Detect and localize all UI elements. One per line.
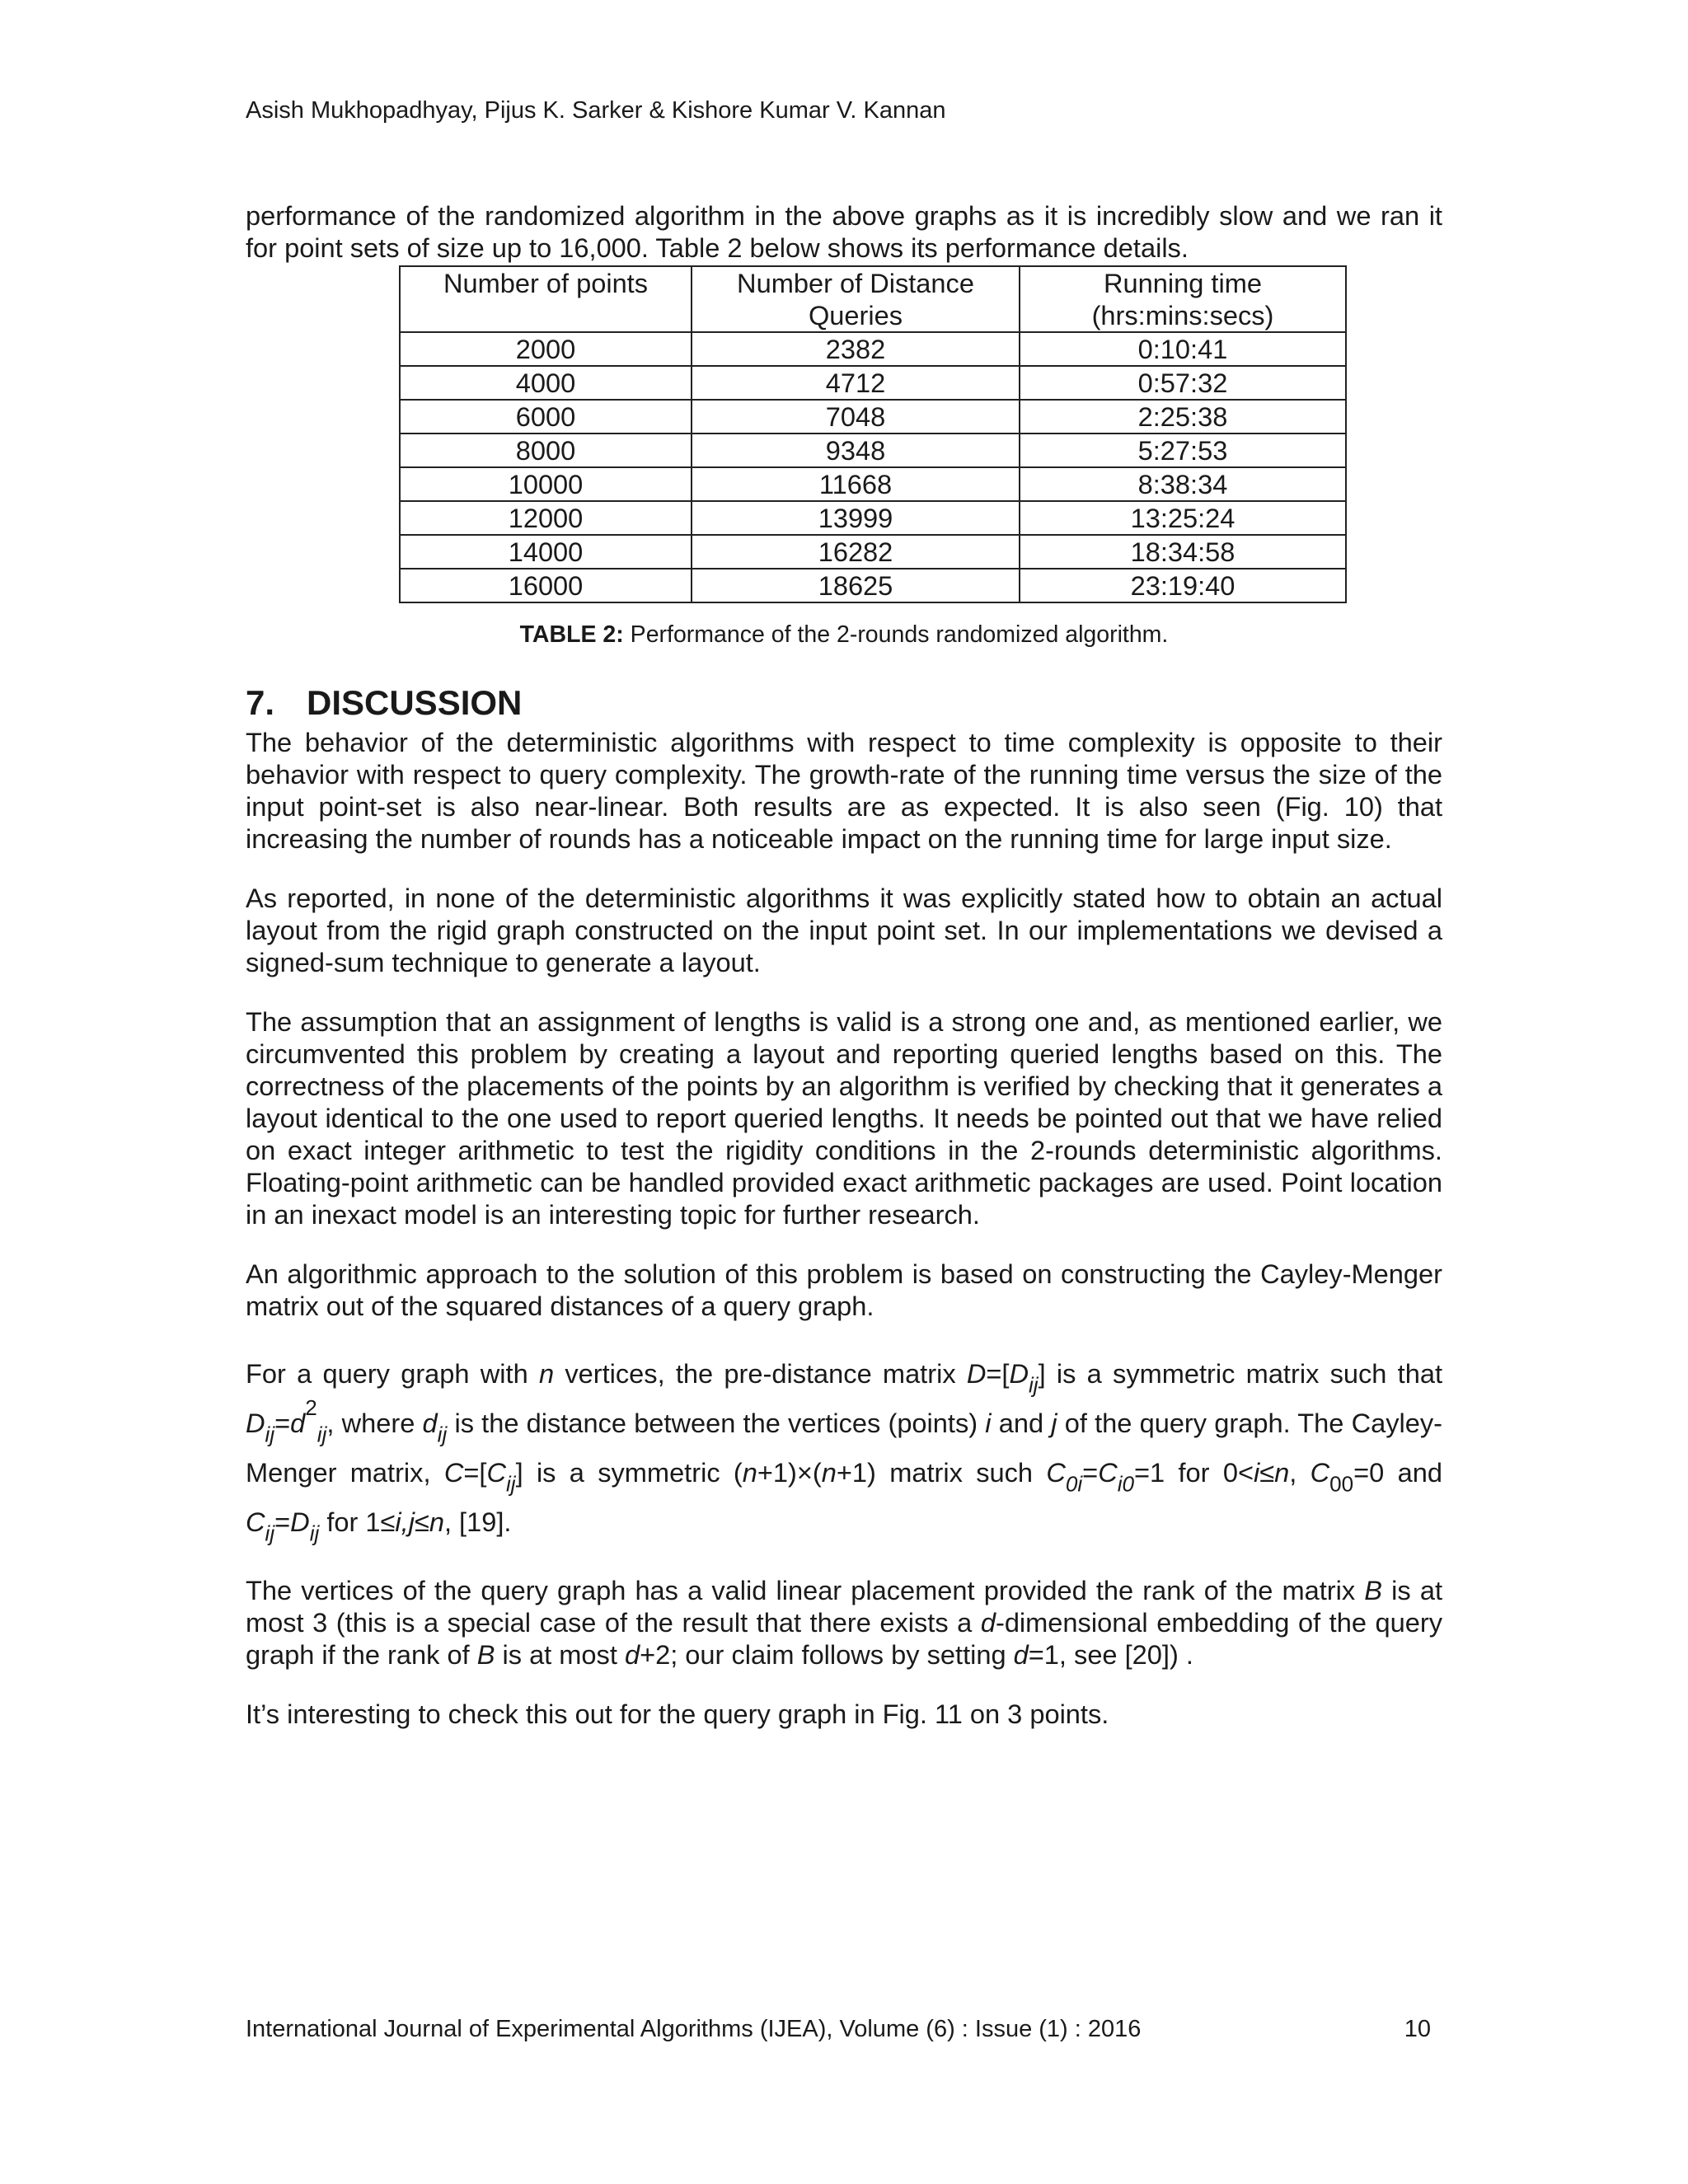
cell-queries: 2382 xyxy=(692,332,1020,366)
table-caption xyxy=(246,621,1442,649)
cell-points: 14000 xyxy=(400,535,692,569)
table-row xyxy=(400,400,1346,434)
page-body xyxy=(246,199,1442,1730)
table-row xyxy=(400,366,1346,400)
cell-points: 16000 xyxy=(400,569,692,602)
discussion-paragraph-4: An algorithmic approach to the solution of this problem is based on constructing the Cayley-Menger matrix out of the squared distances of a query graph. xyxy=(246,1258,1442,1321)
cell-points: 6000 xyxy=(400,400,692,434)
discussion-paragraph-3: The assumption that an assignment of lengths is valid is a strong one and, as mentioned earlier, we circumvented this problem by creating a layout and reporting queried lengths based on this. The correctness of the placements of the points by an algorithm is verified by checking that it generates a layout identical to the one used to report queried lengths. It needs be pointed out that we have relied on exact integer arithmetic to test the rigidity conditions in the 2-rounds deterministic algorithms. Floating-point arithmetic can be handled provided exact arithmetic packages are used. Point location in an inexact model is an interesting topic for further research. xyxy=(246,1006,1442,1230)
col-header-running-time: Running time (hrs:mins:secs) xyxy=(1020,266,1346,332)
col-header-queries: Number of Distance Queries xyxy=(692,266,1020,332)
col-header-points: Number of points xyxy=(400,266,692,332)
table-row xyxy=(400,535,1346,569)
cell-queries: 16282 xyxy=(692,535,1020,569)
cell-time: 5:27:53 xyxy=(1020,434,1346,467)
cell-queries: 13999 xyxy=(692,501,1020,535)
cell-points: 12000 xyxy=(400,501,692,535)
cell-time: 13:25:24 xyxy=(1020,501,1346,535)
cell-points: 4000 xyxy=(400,366,692,400)
table-row xyxy=(400,332,1346,366)
cell-time: 18:34:58 xyxy=(1020,535,1346,569)
cell-time: 8:38:34 xyxy=(1020,467,1346,501)
cell-points: 10000 xyxy=(400,467,692,501)
performance-table xyxy=(399,265,1347,603)
cell-points: 2000 xyxy=(400,332,692,366)
section-title: DISCUSSION xyxy=(307,683,523,722)
closing-paragraph: It’s interesting to check this out for the query graph in Fig. 11 on 3 points. xyxy=(246,1699,1109,1729)
cayley-menger-paragraph: For a query graph with n vertices, the pre-distance matrix $D=[D_{ij}]$ is a symmetric matrix such that $D_{ij}=d^2_{ij}$, where $d_{ij}$ is the distance between the vertices (points) i and j of the query graph. The Cayley-Menger matrix, $C=[C_{ij}]$ is a symmetric (n+1)×(n+1) matrix such $C_{0i}=C_{i0}=1$ for 0<i≤n, $C_{00}=0$ and $C_{ij}=D_{ij}$ for 1≤i,j≤n, [19]. xyxy=(246,1358,1442,1546)
journal-citation: International Journal of Experimental Algorithms (IJEA), Volume (6) : Issue (1) : 2016 xyxy=(246,2016,1142,2042)
discussion-paragraph-1: The behavior of the deterministic algorithms with respect to time complexity is opposite to their behavior with respect to query complexity. The growth-rate of the running time versus the size of the input point-set is also near-linear. Both results are as expected. It is also seen (Fig. 10) that increasing the number of rounds has a noticeable impact on the running time for large input size. xyxy=(246,727,1442,854)
intro-paragraph: performance of the randomized algorithm in the above graphs as it is incredibly slow and we ran it for point sets of size up to 16,000. Table 2 below shows its performance details. xyxy=(246,200,1442,263)
caption-label: TABLE 2: xyxy=(519,621,624,648)
running-header: Asish Mukhopadhyay, Pijus K. Sarker & Kishore Kumar V. Kannan xyxy=(246,97,946,124)
discussion-paragraph-2: As reported, in none of the deterministic algorithms it was explicitly stated how to obtain an actual layout from the rigid graph constructed on the input point set. In our implementations we devised a signed-sum technique to generate a layout. xyxy=(246,883,1442,977)
page-footer xyxy=(246,2016,1442,2043)
cell-time: 0:10:41 xyxy=(1020,332,1346,366)
cell-time: 0:57:32 xyxy=(1020,366,1346,400)
table-row xyxy=(400,569,1346,602)
page-number: 10 xyxy=(1404,2016,1431,2042)
section-heading xyxy=(246,683,1442,723)
table-row xyxy=(400,501,1346,535)
cell-time: 23:19:40 xyxy=(1020,569,1346,602)
cell-queries: 7048 xyxy=(692,400,1020,434)
cell-time: 2:25:38 xyxy=(1020,400,1346,434)
cell-queries: 9348 xyxy=(692,434,1020,467)
cell-points: 8000 xyxy=(400,434,692,467)
section-number: 7. xyxy=(246,683,275,722)
cell-queries: 18625 xyxy=(692,569,1020,602)
cell-queries: 11668 xyxy=(692,467,1020,501)
caption-text: Performance of the 2-rounds randomized algorithm. xyxy=(623,621,1169,648)
rank-paragraph: The vertices of the query graph has a valid linear placement provided the rank of the matrix B is at most 3 (this is a special case of the result that there exists a d-dimensional embedding of the query graph if the rank of B is at most d+2; our claim follows by setting d=1, see [20]) . xyxy=(246,1575,1442,1670)
table-row xyxy=(400,434,1346,467)
cell-queries: 4712 xyxy=(692,366,1020,400)
table-row xyxy=(400,467,1346,501)
table-header-row xyxy=(400,266,1346,332)
